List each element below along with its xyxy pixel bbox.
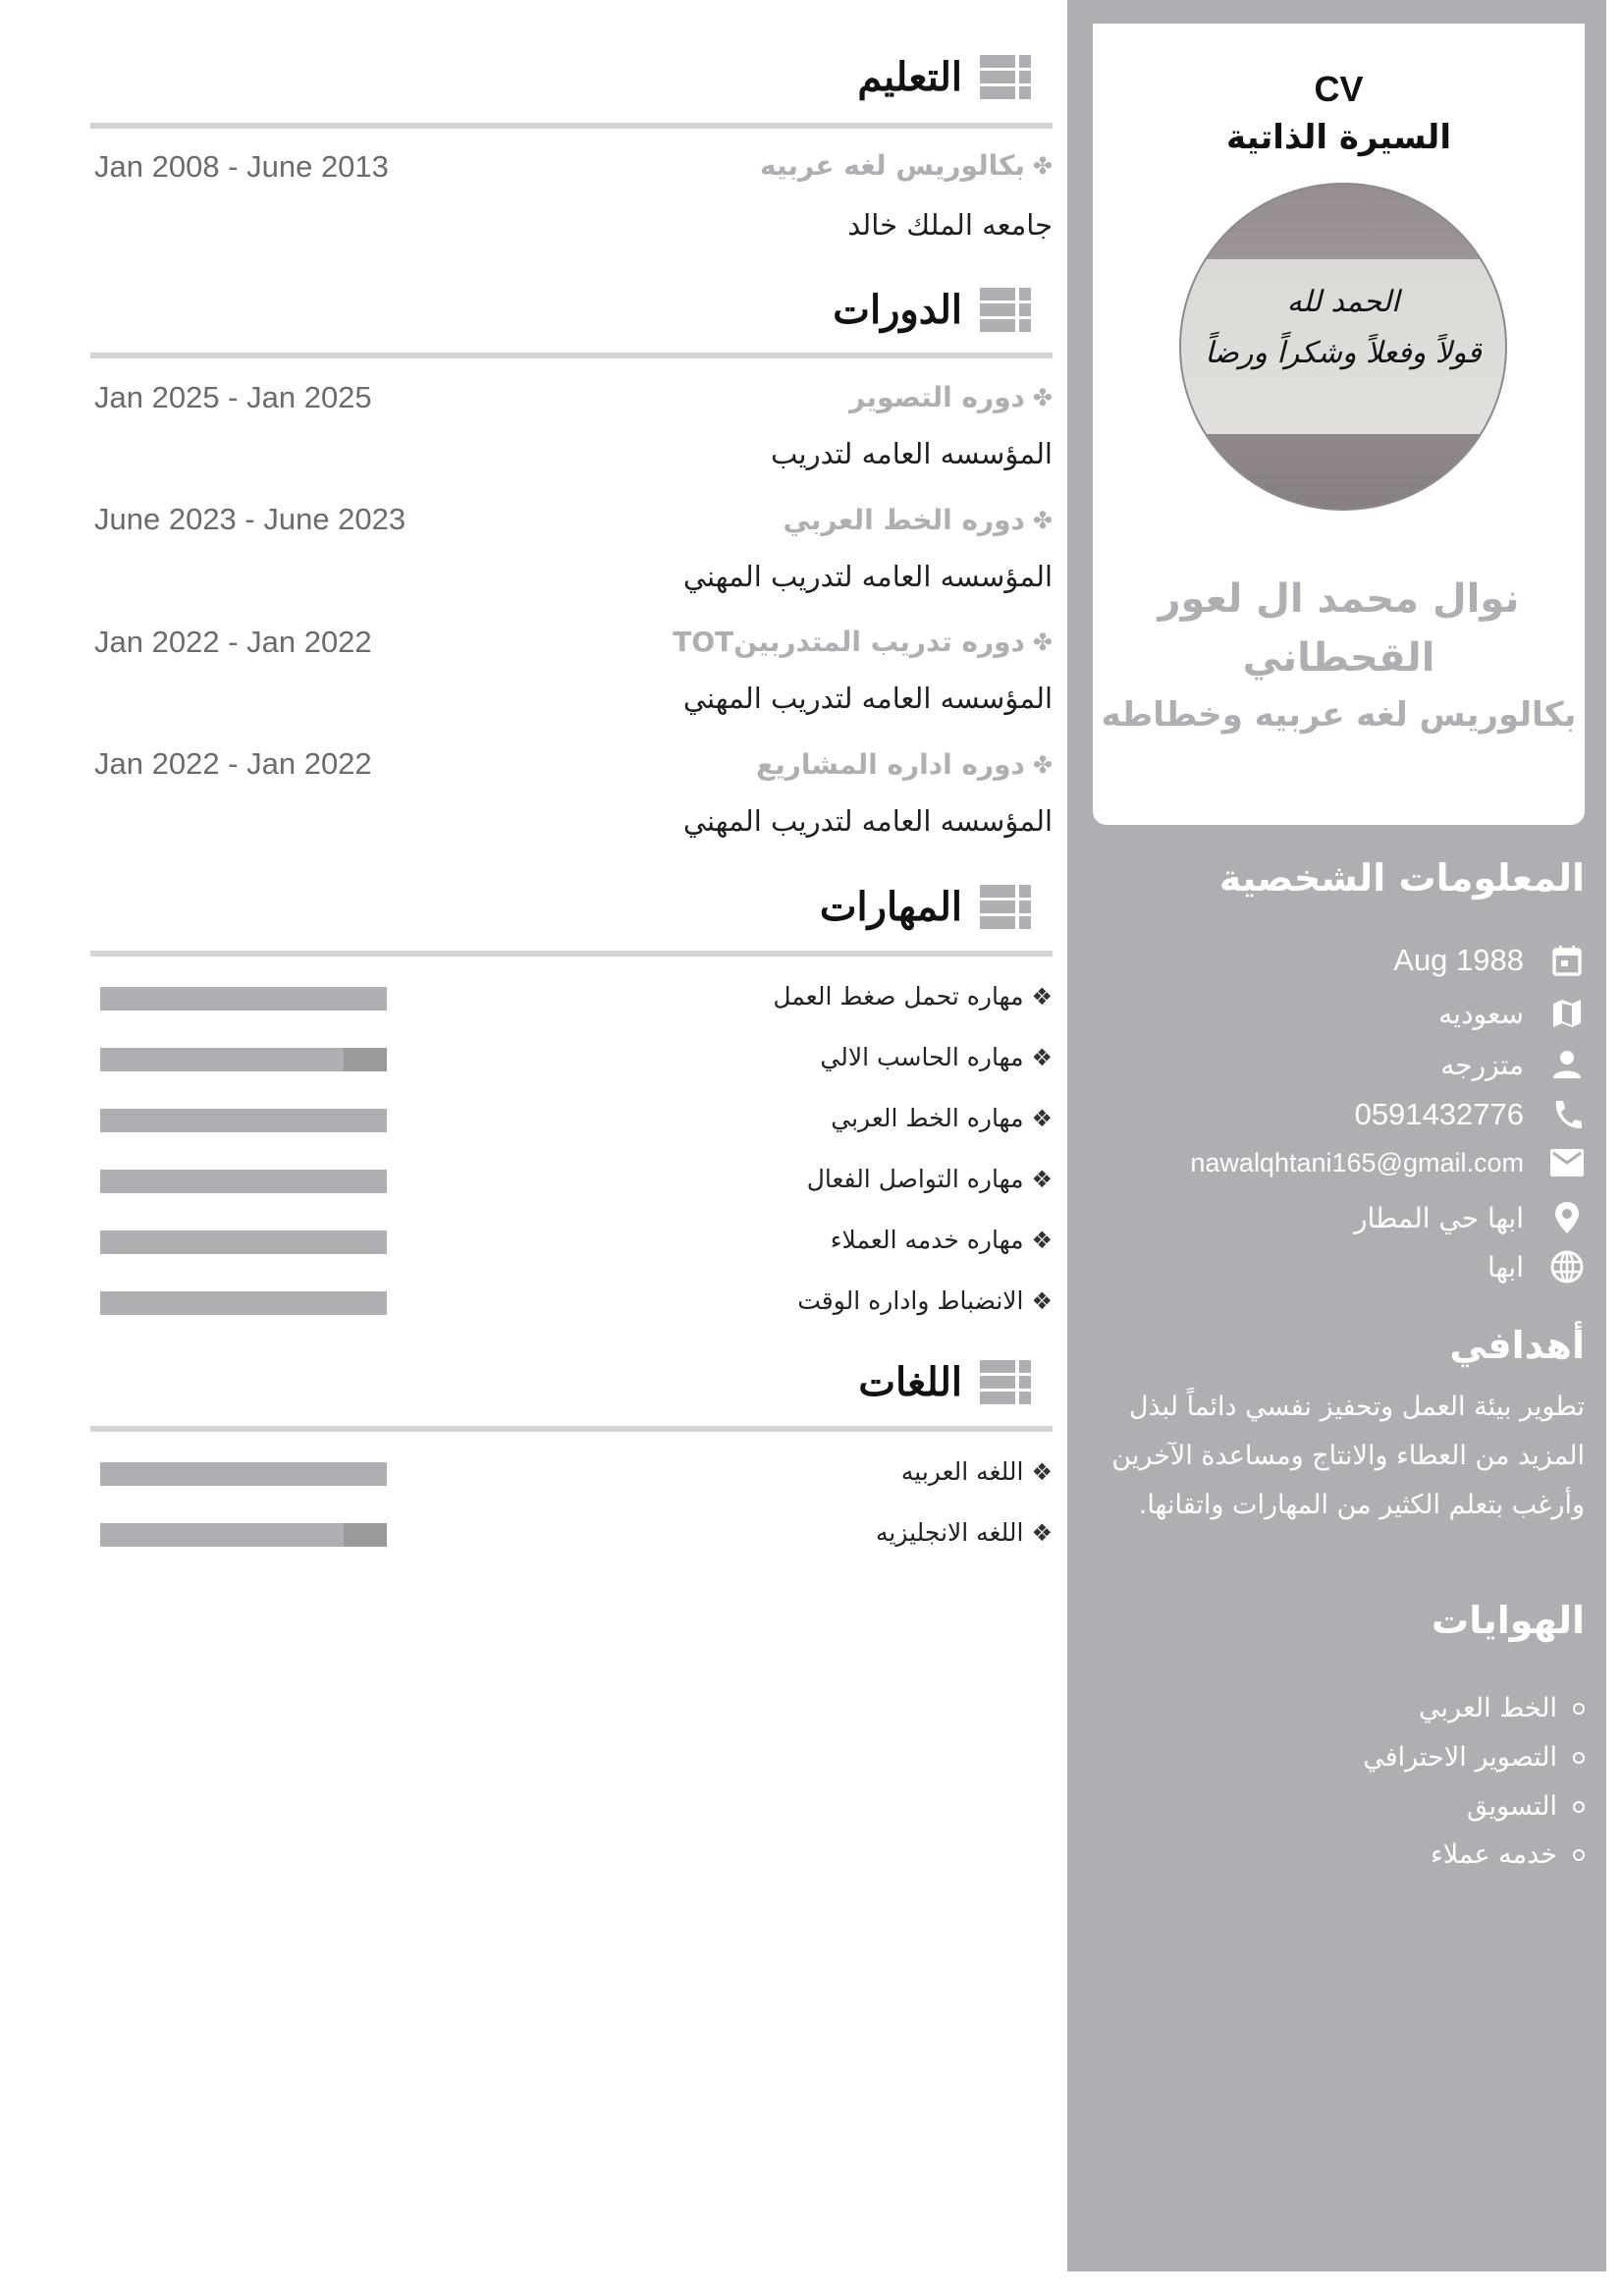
name-line: نوال محمد ال لعور [1158, 576, 1520, 622]
name-line: القحطاني [1242, 635, 1435, 681]
info-birthdate [1393, 941, 1585, 980]
hobby-text: التصوير الاحترافي [1363, 1742, 1557, 1773]
info-email [1190, 1143, 1585, 1182]
skills-heading: المهارات [819, 883, 962, 930]
skill-level-fill [100, 1291, 387, 1315]
location-pin-icon [1549, 1200, 1585, 1235]
calligraphy-image [1181, 277, 1505, 379]
language-level-fill [100, 1462, 387, 1486]
info-city [1487, 1247, 1585, 1286]
languages-heading: اللغات [858, 1358, 962, 1405]
goals-heading: أهدافي [1449, 1324, 1585, 1367]
phone-icon [1549, 1097, 1585, 1132]
profile-card [1093, 24, 1585, 825]
courses-section-header [90, 280, 1053, 339]
education-item-dates: Jan 2008 - June 2013 [94, 149, 389, 184]
course-item-title [849, 381, 1053, 413]
course-item-title [673, 626, 1053, 658]
hobby-text: خدمه عملاء [1431, 1839, 1557, 1870]
skill-level-fill [100, 1170, 387, 1193]
full-name [1093, 570, 1585, 687]
skill-level-bar [100, 1230, 387, 1254]
section-divider [90, 1426, 1053, 1432]
main-column [90, 0, 1053, 2296]
language-label-text: اللغه الانجليزيه [875, 1518, 1024, 1547]
skill-level-fill [100, 1048, 344, 1071]
skill-label-text: مهاره التواصل الفعال [806, 1165, 1024, 1193]
nationality-value: سعوديه [1438, 997, 1524, 1030]
language-level-bar [100, 1523, 387, 1547]
circle-bullet-icon [1573, 1801, 1585, 1813]
course-item-title [756, 748, 1053, 781]
hobby-item [1419, 1693, 1585, 1723]
address-value: ابها حي المطار [1354, 1201, 1524, 1234]
skill-item-label [831, 1226, 1053, 1254]
language-item-label [901, 1457, 1053, 1486]
hobby-text: الخط العربي [1418, 1693, 1557, 1723]
course-item-institution: المؤسسه العامه لتدريب [771, 437, 1053, 470]
sidebar [1067, 0, 1606, 2271]
map-icon [1549, 996, 1585, 1031]
globe-icon [1549, 1249, 1585, 1285]
skill-label-text: مهاره الخط العربي [831, 1104, 1024, 1132]
course-item-institution: المؤسسه العامه لتدريب المهني [682, 682, 1053, 715]
list-icon [980, 55, 1031, 98]
education-title-text: بكالوريس لغه عربيه [760, 149, 1025, 182]
diamond-bullet-icon: ❖ [1031, 1518, 1053, 1547]
skills-section-header [90, 877, 1053, 936]
courses-heading: الدورات [833, 286, 962, 333]
education-heading: التعليم [857, 53, 962, 100]
cv-title: السيرة الذاتية [1226, 118, 1451, 157]
skill-level-bar [100, 1109, 387, 1132]
skill-level-fill [100, 1230, 387, 1254]
course-title-text: دوره الخط العربي [783, 504, 1025, 536]
hobby-item [1363, 1742, 1585, 1773]
skill-label-text: مهاره تحمل صغط العمل [773, 982, 1024, 1011]
skill-level-bar [100, 987, 387, 1011]
info-nationality [1438, 994, 1585, 1033]
diamond-bullet-icon: ❖ [1031, 1286, 1053, 1315]
info-marital-status [1440, 1045, 1585, 1084]
section-divider [90, 951, 1053, 957]
diamond-bullet-icon: ❖ [1031, 1457, 1053, 1486]
course-item-title [784, 504, 1053, 536]
flower-bullet-icon: ✤ [1032, 383, 1053, 411]
skill-item-label [831, 1104, 1053, 1132]
course-item-dates: June 2023 - June 2023 [94, 502, 406, 536]
skill-item-label [820, 1043, 1053, 1071]
phone-value[interactable]: 0591432776 [1354, 1097, 1524, 1131]
course-title-text: دوره اداره المشاريع [756, 748, 1025, 781]
calendar-icon [1549, 943, 1585, 978]
personal-info-heading: المعلومات الشخصية [1218, 856, 1585, 900]
calligraphy-line: قولاً وفعلاً وشكراً ورضاً [1205, 336, 1482, 370]
course-item-dates: Jan 2025 - Jan 2025 [94, 380, 372, 414]
info-address [1354, 1198, 1585, 1237]
cv-label: CV [1314, 69, 1364, 109]
diamond-bullet-icon: ❖ [1031, 1104, 1053, 1132]
diamond-bullet-icon: ❖ [1031, 1226, 1053, 1254]
course-item-institution: المؤسسه العامه لتدريب المهني [682, 804, 1053, 838]
course-item-institution: المؤسسه العامه لتدريب المهني [682, 560, 1053, 593]
course-item-dates: Jan 2022 - Jan 2022 [94, 746, 372, 781]
language-level-fill [100, 1523, 344, 1547]
flower-bullet-icon: ✤ [1032, 628, 1053, 656]
education-item-institution: جامعه الملك خالد [847, 208, 1053, 242]
hobbies-heading: الهوايات [1432, 1599, 1585, 1642]
profile-photo [1179, 183, 1507, 511]
education-item-title [760, 149, 1053, 182]
degree-title: بكالوريس لغه عربيه وخطاطه [1101, 695, 1577, 735]
circle-bullet-icon [1573, 1849, 1585, 1861]
skill-level-bar [100, 1291, 387, 1315]
list-icon [980, 1360, 1031, 1403]
circle-bullet-icon [1573, 1703, 1585, 1715]
list-icon [980, 288, 1031, 331]
circle-bullet-icon [1573, 1752, 1585, 1764]
list-icon [980, 885, 1031, 928]
hobby-item [1431, 1839, 1585, 1870]
flower-bullet-icon: ✤ [1032, 750, 1053, 779]
flower-bullet-icon: ✤ [1032, 151, 1053, 180]
language-label-text: اللغه العربيه [900, 1457, 1024, 1486]
marital-status-value: متزرجه [1440, 1048, 1524, 1081]
course-title-text: دوره التصوير [849, 381, 1025, 413]
skill-label-text: مهاره الحاسب الالي [820, 1043, 1024, 1071]
section-divider [90, 123, 1053, 129]
language-level-bar [100, 1462, 387, 1486]
email-value[interactable]: nawalqhtani165@gmail.com [1190, 1147, 1524, 1177]
calligraphy-line: الحمد لله [1286, 285, 1400, 319]
flower-bullet-icon: ✤ [1032, 506, 1053, 534]
skill-item-label [807, 1165, 1053, 1193]
person-icon [1549, 1047, 1585, 1082]
skill-level-bar [100, 1048, 387, 1071]
course-title-text: دوره تدريب المتدربينTOT [673, 626, 1025, 658]
diamond-bullet-icon: ❖ [1031, 1043, 1053, 1071]
diamond-bullet-icon: ❖ [1031, 982, 1053, 1011]
skill-label-text: مهاره خدمه العملاء [830, 1226, 1024, 1254]
section-divider [90, 353, 1053, 358]
language-item-label [876, 1518, 1053, 1547]
hobby-text: التسويق [1467, 1791, 1557, 1822]
birthdate-value: Aug 1988 [1393, 943, 1524, 977]
info-phone [1355, 1095, 1585, 1134]
skill-level-bar [100, 1170, 387, 1193]
education-section-header [90, 47, 1053, 106]
skill-label-text: الانضباط واداره الوقت [797, 1286, 1024, 1315]
city-value: ابها [1487, 1250, 1524, 1284]
skill-level-fill [100, 1109, 387, 1132]
hobby-item [1467, 1791, 1585, 1822]
goals-text: تطوير بيئة العمل وتحفيز نفسي دائماً لبذل المزيد من العطاء والانتاج ومساعدة الآخرين وأرغب بتعلم الكثير من المهارات واتقانها. [1111, 1392, 1585, 1520]
languages-section-header [90, 1352, 1053, 1411]
mail-icon [1549, 1145, 1585, 1180]
skill-item-label [797, 1286, 1053, 1315]
skill-item-label [773, 982, 1053, 1011]
skill-level-fill [100, 987, 387, 1011]
course-item-dates: Jan 2022 - Jan 2022 [94, 625, 372, 659]
diamond-bullet-icon: ❖ [1031, 1165, 1053, 1193]
